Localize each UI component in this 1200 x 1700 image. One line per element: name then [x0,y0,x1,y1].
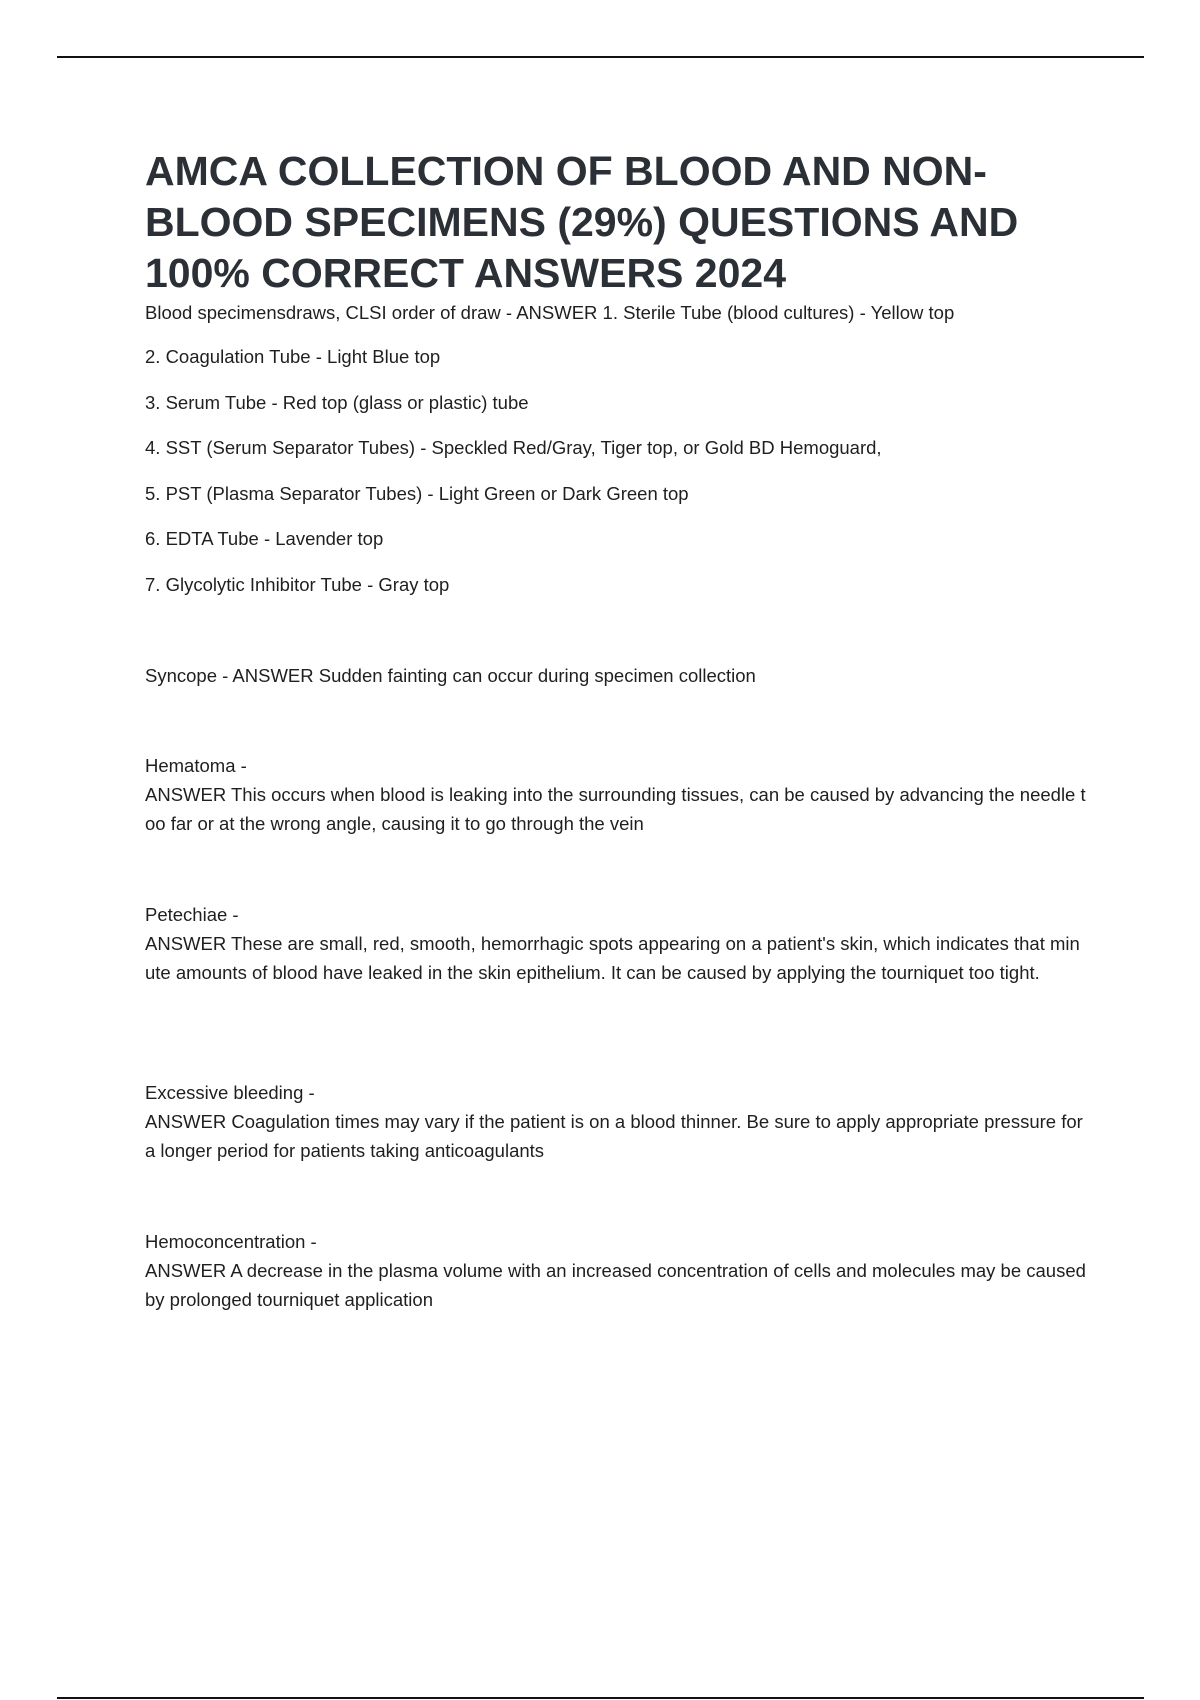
qa-answer: ANSWER A decrease in the plasma volume with an increased concentration of cells and molecules may be caused by prolonged tourniquet application [145,1260,1086,1310]
order-of-draw-item: 7. Glycolytic Inhibitor Tube - Gray top [145,574,450,595]
qa-petechiae [145,900,1090,987]
order-of-draw-item: 2. Coagulation Tube - Light Blue top [145,346,441,367]
qa-excessive-bleeding [145,1078,1090,1165]
qa-syncope [145,661,1090,690]
top-rule [57,56,1144,58]
order-of-draw-item: 3. Serum Tube - Red top (glass or plastic) tube [145,392,529,413]
qa-question: Petechiae - [145,904,239,925]
order-of-draw-item: 5. PST (Plasma Separator Tubes) - Light Green or Dark Green top [145,483,689,504]
qa-answer: ANSWER These are small, red, smooth, hemorrhagic spots appearing on a patient's skin, which indicates that minute amounts of blood have leaked in the skin epithelium. It can be caused by applying the tourniquet too tight. [145,933,1080,983]
qa-hemoconcentration [145,1227,1090,1314]
qa-question: Syncope - ANSWER Sudden fainting can occur during specimen collection [145,665,756,686]
order-of-draw-item: 4. SST (Serum Separator Tubes) - Speckled Red/Gray, Tiger top, or Gold BD Hemoguard, [145,437,882,458]
order-of-draw-item: 6. EDTA Tube - Lavender top [145,528,384,549]
qa-answer: ANSWER Coagulation times may vary if the patient is on a blood thinner. Be sure to apply appropriate pressure for a longer period for patients taking anticoagulants [145,1111,1083,1161]
qa-answer: ANSWER This occurs when blood is leaking into the surrounding tissues, can be caused by advancing the needle too far or at the wrong angle, causing it to go through the vein [145,784,1086,834]
qa-question: Excessive bleeding - [145,1082,315,1103]
qa-hematoma [145,751,1090,838]
order-of-draw-question: Blood specimensdraws, CLSI order of draw - ANSWER 1. Sterile Tube (blood cultures) - Yellow top [145,302,955,323]
bottom-rule [57,1697,1144,1699]
qa-question: Hematoma - [145,755,247,776]
document-title: AMCA COLLECTION OF BLOOD AND NON-BLOOD SPECIMENS (29%) QUESTIONS AND 100% CORRECT ANSWERS 2024 [145,148,1019,296]
qa-question: Hemoconcentration - [145,1231,317,1252]
